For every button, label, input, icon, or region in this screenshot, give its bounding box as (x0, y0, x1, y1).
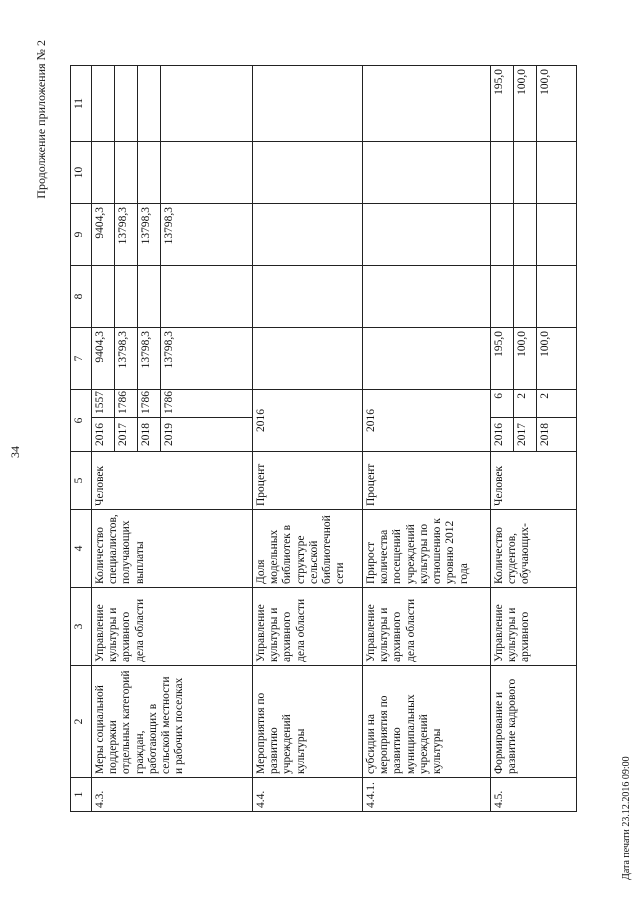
indicator: Доля модельных библиотек в структуре сельской библиотечной сети (253, 510, 363, 588)
value-col7: 195,0 (491, 328, 514, 390)
responsible-org: Управление культуры и архивного дела области (92, 588, 253, 666)
col-header-3: 3 (71, 588, 92, 666)
value-col7: 9404,3 (92, 328, 115, 390)
value-col10 (253, 142, 363, 204)
col-header-10: 10 (71, 142, 92, 204)
value-col11: 195,0 (491, 66, 514, 142)
value-col11: 100,0 (514, 66, 537, 142)
value-col9: 13798,3 (115, 204, 138, 266)
value-col6: 1786 (161, 390, 253, 418)
value-col8 (253, 266, 363, 328)
value-col6: 1786 (115, 390, 138, 418)
row-number: 4.4.1. (363, 778, 491, 812)
value-col10 (514, 142, 537, 204)
col-header-6: 6 (71, 390, 92, 452)
value-col8 (491, 266, 514, 328)
value-col10 (537, 142, 577, 204)
value-col6: 2 (537, 390, 577, 418)
value-col7 (363, 328, 491, 390)
value-col9 (537, 204, 577, 266)
indicator: Количество студентов, обучающих- (491, 510, 577, 588)
print-date: Дата печати 23.12.2016 09:00 (621, 756, 632, 880)
page-number: 34 (8, 446, 22, 458)
year: 2017 (115, 418, 138, 452)
value-col7 (253, 328, 363, 390)
value-col8 (161, 266, 253, 328)
row-number: 4.4. (253, 778, 363, 812)
row-number: 4.3. (92, 778, 253, 812)
measure-name: субсидии на мероприятия по развитию муниципальных учреждений культуры (363, 666, 491, 778)
col-header-2: 2 (71, 666, 92, 778)
value-col9: 13798,3 (161, 204, 253, 266)
year: 2016 (253, 390, 363, 452)
continuation-caption: Продолжение приложения № 2 (34, 40, 48, 199)
col-header-7: 7 (71, 328, 92, 390)
value-col9: 9404,3 (92, 204, 115, 266)
year: 2017 (514, 418, 537, 452)
value-col10 (115, 142, 138, 204)
value-col9 (363, 204, 491, 266)
measure-name: Меры социальной поддержки отдельных категорий граждан, работающих в сельской местности и рабочих поселках (92, 666, 253, 778)
row-number: 4.5. (491, 778, 577, 812)
value-col11 (92, 66, 115, 142)
col-header-9: 9 (71, 204, 92, 266)
indicator: Прирост количества посещений учреждений культуры по отношению к уровню 2012 года (363, 510, 491, 588)
rotated-sheet (0, 12, 640, 892)
value-col7: 13798,3 (161, 328, 253, 390)
col-header-11: 11 (71, 66, 92, 142)
table-row (491, 66, 514, 812)
value-col6: 6 (491, 390, 514, 418)
year: 2016 (92, 418, 115, 452)
indicator: Количество специалистов, получающих выплаты (92, 510, 253, 588)
header-row (71, 66, 92, 812)
value-col9 (253, 204, 363, 266)
year: 2018 (537, 418, 577, 452)
table-row (253, 66, 363, 812)
year: 2018 (138, 418, 161, 452)
value-col7: 100,0 (537, 328, 577, 390)
year: 2016 (363, 390, 491, 452)
col-header-8: 8 (71, 266, 92, 328)
value-col6: 2 (514, 390, 537, 418)
value-col8 (363, 266, 491, 328)
value-col8 (537, 266, 577, 328)
value-col8 (514, 266, 537, 328)
value-col11 (161, 66, 253, 142)
value-col8 (138, 266, 161, 328)
measure-name: Мероприятия по развитию учреждений культуры (253, 666, 363, 778)
value-col7: 13798,3 (138, 328, 161, 390)
value-col11: 100,0 (537, 66, 577, 142)
value-col11 (253, 66, 363, 142)
program-table (70, 65, 577, 812)
value-col11 (115, 66, 138, 142)
value-col9: 13798,3 (138, 204, 161, 266)
value-col10 (161, 142, 253, 204)
year: 2019 (161, 418, 253, 452)
value-col6: 1786 (138, 390, 161, 418)
table-row (92, 66, 115, 812)
value-col7: 13798,3 (115, 328, 138, 390)
value-col9 (491, 204, 514, 266)
year: 2016 (491, 418, 514, 452)
measure-name: Формирование и развитие кадрового (491, 666, 577, 778)
value-col10 (138, 142, 161, 204)
value-col10 (92, 142, 115, 204)
col-header-4: 4 (71, 510, 92, 588)
value-col6: 1557 (92, 390, 115, 418)
value-col8 (115, 266, 138, 328)
value-col8 (92, 266, 115, 328)
responsible-org: Управление культуры и архивного (491, 588, 577, 666)
value-col11 (363, 66, 491, 142)
unit: Человек (491, 452, 577, 510)
value-col10 (363, 142, 491, 204)
unit: Человек (92, 452, 253, 510)
table-row (363, 66, 491, 812)
col-header-5: 5 (71, 452, 92, 510)
unit: Процент (253, 452, 363, 510)
value-col10 (491, 142, 514, 204)
responsible-org: Управление культуры и архивного дела области (363, 588, 491, 666)
value-col9 (514, 204, 537, 266)
value-col11 (138, 66, 161, 142)
value-col7: 100,0 (514, 328, 537, 390)
col-header-1: 1 (71, 778, 92, 812)
responsible-org: Управление культуры и архивного дела области (253, 588, 363, 666)
unit: Процент (363, 452, 491, 510)
